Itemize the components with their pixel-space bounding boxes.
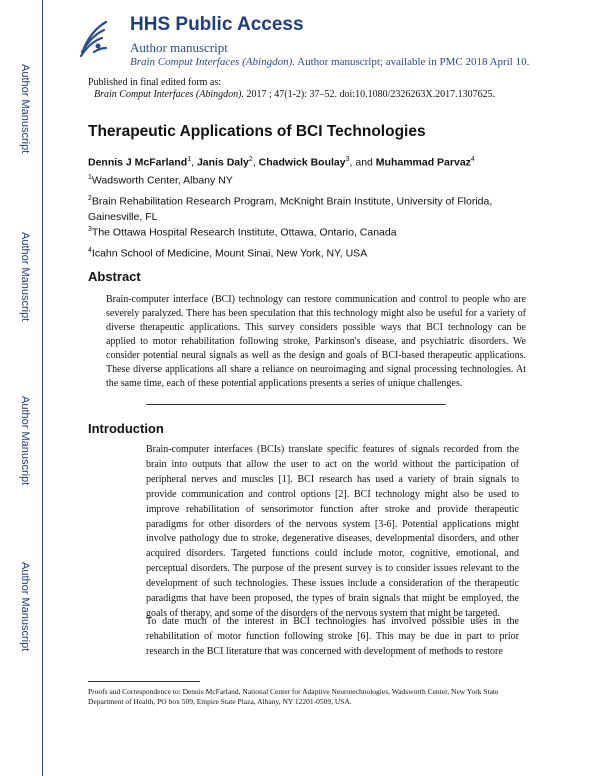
publication-details: 2017 ; 47(1-2): 37–52. doi:10.1080/2326263X.2017.1307625. <box>243 89 496 100</box>
section-divider <box>146 404 446 405</box>
sidebar-divider <box>42 0 43 776</box>
author-name: Janis Daly <box>196 156 249 169</box>
hhs-title: HHS Public Access <box>130 14 304 35</box>
hhs-subtitle: Author manuscript <box>130 40 228 55</box>
publication-line: Published in final edited form as: <box>88 77 222 88</box>
sidebar-label: Author Manuscript <box>19 232 31 322</box>
sidebar-label: Author Manuscript <box>19 396 31 486</box>
author-list: Dennis J McFarland$^1$, Janis Daly$^2$, Chadwick Boulay$^3$, and Muhammad Parvaz$^4$ <box>88 156 475 169</box>
abstract-heading: Abstract <box>88 269 141 284</box>
affiliation: $^4$Icahn School of Medicine, Mount Sinai, New York, NY, USA <box>88 247 368 260</box>
hhs-eagle-logo-icon <box>76 18 110 60</box>
body-paragraph: Brain-computer interfaces (BCIs) translate specific features of signals recorded from the brain into outputs that allow the user to act on the world without the participation of peripheral nerves and muscles [1]. BCI research has used a variety of brain signals to provide communication and control options [2]. BCI technology might also be used to improve rehabilitation of sensorimotor function after stroke and provide therapeutic paradigms for other disorders of the nervous system [3-6]. Potential applications might involve pathology due to stroke, degenerative diseases, developmental disorders, and other acquired disorders. Targeted functions could include motor, cognitive, emotional, and perceptual disorders. The purpose of the present survey is to consider issues relevant to the development of such technologies. These issues include a consideration of the therapeutic paradigms that have been proposed, the types of brain signals that might be employed, the goals of therapy, and some of the disorders of the nervous system that might be targeted. <box>146 444 519 619</box>
hhs-citation-rest: Author manuscript; available in PMC 2018 April 10. <box>294 56 530 68</box>
author-name: Dennis J McFarland <box>88 156 188 169</box>
footnote-divider <box>88 681 200 682</box>
introduction-heading: Introduction <box>88 421 164 436</box>
body-paragraph: To date much of the interest in BCI technologies has involved possible uses in the rehabilitation of motor function following stroke [6]. This may be due in part to prior research in the BCI literature that was concerned with development of methods to restore <box>146 616 519 657</box>
publication-info <box>88 77 495 101</box>
author-name: Muhammad Parvaz <box>375 156 471 169</box>
article-title: Therapeutic Applications of BCI Technologies <box>88 123 426 140</box>
hhs-citation-journal: Brain Comput Interfaces (Abingdon). <box>130 56 295 68</box>
affiliation: $^1$Wadsworth Center, Albany NY <box>88 174 233 187</box>
correspondence-footnote: Proofs and Correspondence to: Dennis McFarland, National Center for Adaptive Neurotechnologies, Wadsworth Center, New York State Department of Health, PO box 509, Empire State Plaza, Albany, NY 12201-0509, USA. <box>88 687 499 706</box>
affiliation: $^2$Brain Rehabilitation Research Program, McKnight Brain Institute, University of Florida, Gainesville, FL <box>88 195 493 223</box>
sidebar-label: Author Manuscript <box>19 64 31 154</box>
sidebar-label: Author Manuscript <box>19 562 31 652</box>
publication-journal: Brain Comput Interfaces (Abingdon). <box>94 89 244 100</box>
hhs-citation <box>130 56 529 68</box>
affiliation: $^3$The Ottawa Hospital Research Institute, Ottawa, Ontario, Canada <box>88 226 397 239</box>
abstract-text: Brain-computer interface (BCI) technology can restore communication and control to people who are severely paralyzed. There has been speculation that this technology might also be useful for a variety of diverse therapeutic applications. This survey considers possible ways that BCI technology can be applied to motor rehabilitation following stroke, Parkinson's disease, and psychiatric disorders. We consider potential neural signals as well as the design and goals of BCI-based therapeutic applications. These diverse applications all share a reliance on neuroimaging and signal processing technologies. At the same time, each of these potential applications presents a series of unique challenges. <box>106 294 526 389</box>
author-name: Chadwick Boulay <box>258 156 346 169</box>
